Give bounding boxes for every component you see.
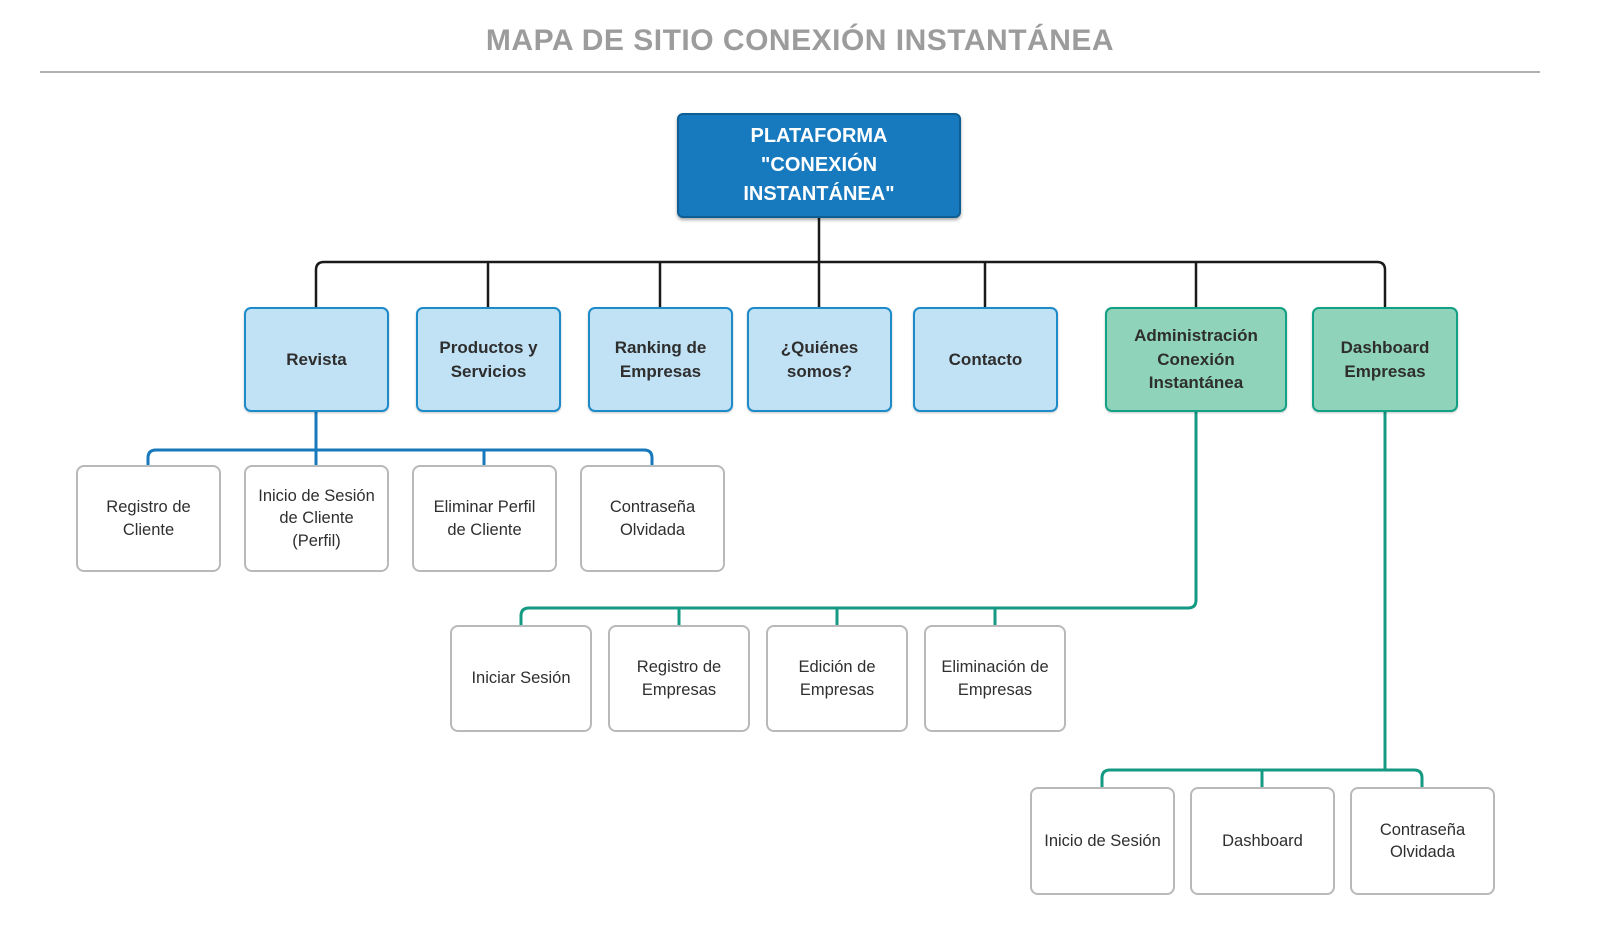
node-dashboard-empresas-label: Dashboard Empresas: [1340, 337, 1430, 381]
node-registro-empresas-label: Registro de Empresas: [636, 658, 722, 699]
node-productos-servicios[interactable]: [416, 307, 561, 412]
node-eliminar-perfil-cliente[interactable]: [412, 465, 557, 572]
node-inicio-sesion-dashboard-label: Inicio de Sesión: [1044, 831, 1161, 850]
node-ranking-empresas[interactable]: [588, 307, 733, 412]
node-administracion-conexion-label: Administración Conexión Instantánea: [1134, 325, 1258, 393]
node-ranking-empresas-label: Ranking de Empresas: [614, 337, 707, 381]
node-inicio-sesion-cliente[interactable]: [244, 465, 389, 572]
node-root-plataforma[interactable]: [677, 113, 961, 218]
node-registro-cliente[interactable]: [76, 465, 221, 572]
node-revista-label: Revista: [286, 349, 347, 369]
node-dashboard[interactable]: [1190, 787, 1335, 895]
node-quienes-somos-label: ¿Quiénes somos?: [780, 337, 859, 381]
connector-root-to-level2: [316, 218, 1385, 307]
node-quienes-somos[interactable]: [747, 307, 892, 412]
node-contrasena-olvidada-dashboard-label: Contraseña Olvidada: [1379, 820, 1466, 861]
node-contacto[interactable]: [913, 307, 1058, 412]
node-iniciar-sesion-admin-label: Iniciar Sesión: [471, 669, 571, 688]
connector-dashboard-children: [1102, 412, 1422, 787]
node-productos-servicios-label: Productos y Servicios: [439, 337, 538, 381]
node-registro-empresas[interactable]: [608, 625, 750, 732]
title-divider: [40, 71, 1540, 73]
node-edicion-empresas-label: Edición de Empresas: [798, 658, 876, 699]
node-contrasena-olvidada-revista-label: Contraseña Olvidada: [609, 498, 696, 539]
node-administracion-conexion[interactable]: [1105, 307, 1287, 412]
node-eliminacion-empresas-label: Eliminación de Empresas: [941, 658, 1049, 699]
node-root-label: PLATAFORMA "CONEXIÓN INSTANTÁNEA": [743, 125, 895, 205]
node-registro-cliente-label: Registro de Cliente: [106, 498, 191, 539]
page-title: MAPA DE SITIO CONEXIÓN INSTANTÁNEA: [485, 24, 1115, 57]
node-inicio-sesion-cliente-label: Inicio de Sesión de Cliente (Perfil): [258, 487, 375, 550]
node-dashboard-empresas[interactable]: [1312, 307, 1458, 412]
node-eliminar-perfil-cliente-label: Eliminar Perfil de Cliente: [433, 498, 536, 539]
node-iniciar-sesion-admin[interactable]: [450, 625, 592, 732]
node-contrasena-olvidada-revista[interactable]: [580, 465, 725, 572]
node-revista[interactable]: [244, 307, 389, 412]
node-edicion-empresas[interactable]: [766, 625, 908, 732]
node-inicio-sesion-dashboard[interactable]: [1030, 787, 1175, 895]
node-dashboard-label: Dashboard: [1222, 831, 1303, 850]
node-contrasena-olvidada-dashboard[interactable]: [1350, 787, 1495, 895]
node-eliminacion-empresas[interactable]: [924, 625, 1066, 732]
connector-revista-children: [148, 412, 652, 465]
node-contacto-label: Contacto: [948, 349, 1023, 369]
